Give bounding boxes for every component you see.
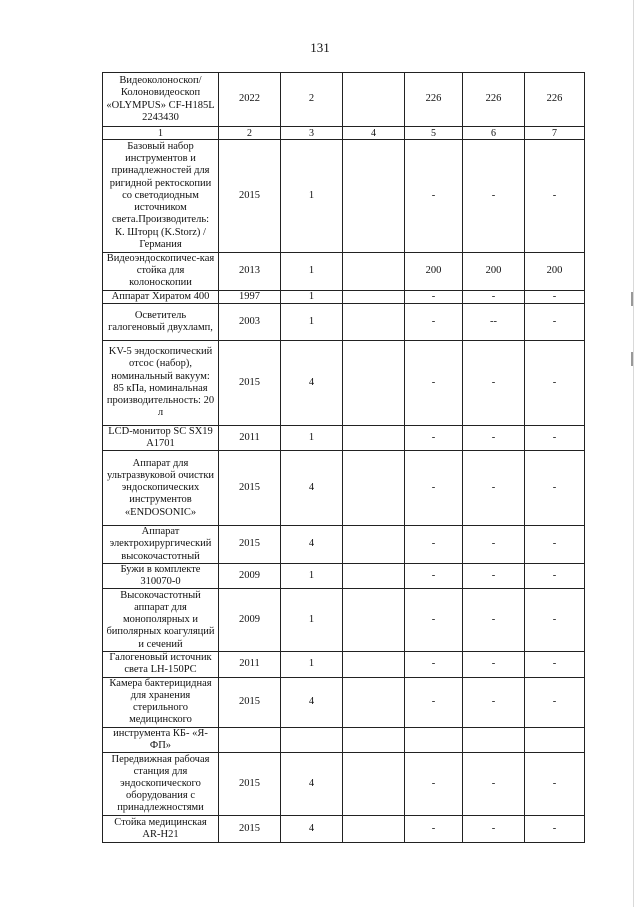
equipment-table [102, 72, 585, 843]
col7-cell: - [525, 425, 585, 450]
col5-cell: - [405, 563, 463, 588]
equipment-name-cell: Базовый набор инструментов и принадлежностей для ригидной ректоскопии со светодиодным источником света.Производитель: К. Шторц (K.Storz) / Германия [103, 140, 219, 253]
table-row [103, 303, 585, 340]
col5-cell: - [405, 526, 463, 564]
col5-cell: - [405, 589, 463, 652]
quantity-cell: 1 [281, 589, 343, 652]
equipment-name-cell: Аппарат электрохирургический высокочастотный [103, 526, 219, 564]
col5-cell: - [405, 425, 463, 450]
quantity-cell: 1 [281, 290, 343, 303]
year-cell: 2011 [219, 425, 281, 450]
year-cell: 2015 [219, 753, 281, 816]
column-index-row [103, 127, 585, 140]
equipment-name-cell: Стойка медицинская AR-H21 [103, 816, 219, 843]
col5-cell: - [405, 677, 463, 727]
col4-cell [343, 816, 405, 843]
col5-cell: - [405, 303, 463, 340]
col6-cell: - [463, 753, 525, 816]
col6-cell: - [463, 589, 525, 652]
col4-cell [343, 727, 405, 752]
year-cell: 2015 [219, 816, 281, 843]
col5-cell: 200 [405, 253, 463, 291]
col7-cell: - [525, 589, 585, 652]
quantity-cell: 1 [281, 425, 343, 450]
col5-cell: - [405, 753, 463, 816]
column-index-cell: 6 [463, 127, 525, 140]
col6-cell: - [463, 526, 525, 564]
scan-mark [631, 352, 633, 366]
col4-cell [343, 451, 405, 526]
col7-cell: - [525, 526, 585, 564]
table-row [103, 727, 585, 752]
col7-cell: 226 [525, 73, 585, 127]
col6-cell: - [463, 563, 525, 588]
col6-cell: - [463, 677, 525, 727]
table-row [103, 73, 585, 127]
col6-cell: -- [463, 303, 525, 340]
quantity-cell: 4 [281, 526, 343, 564]
column-index-cell: 1 [103, 127, 219, 140]
col4-cell [343, 652, 405, 677]
col7-cell: - [525, 677, 585, 727]
column-index-cell: 5 [405, 127, 463, 140]
equipment-name-cell: Бужи в комплекте 310070-0 [103, 563, 219, 588]
table-row [103, 563, 585, 588]
col5-cell: - [405, 290, 463, 303]
col6-cell [463, 727, 525, 752]
equipment-name-cell: инструмента КБ- «Я-ФП» [103, 727, 219, 752]
year-cell: 2013 [219, 253, 281, 291]
quantity-cell: 4 [281, 816, 343, 843]
quantity-cell: 1 [281, 253, 343, 291]
col6-cell: 200 [463, 253, 525, 291]
col4-cell [343, 73, 405, 127]
year-cell: 2015 [219, 451, 281, 526]
col4-cell [343, 340, 405, 425]
col4-cell [343, 753, 405, 816]
table-row [103, 451, 585, 526]
equipment-name-cell: Аппарат Хиратом 400 [103, 290, 219, 303]
col4-cell [343, 589, 405, 652]
quantity-cell: 1 [281, 140, 343, 253]
quantity-cell: 1 [281, 303, 343, 340]
year-cell: 2015 [219, 340, 281, 425]
equipment-name-cell: KV-5 эндоскопический отсос (набор), номинальный вакуум: 85 кПа, номинальная производительность: 20 л [103, 340, 219, 425]
col7-cell: - [525, 652, 585, 677]
quantity-cell [281, 727, 343, 752]
equipment-name-cell: Видеоколоноскоп/ Колоновидеоскоп «OLYMPUS» CF-H185L 2243430 [103, 73, 219, 127]
col5-cell: - [405, 816, 463, 843]
equipment-name-cell: Осветитель галогеновый двухламп, [103, 303, 219, 340]
page-number: 131 [310, 40, 330, 55]
year-cell: 2022 [219, 73, 281, 127]
col5-cell: - [405, 451, 463, 526]
year-cell: 2011 [219, 652, 281, 677]
scan-edge-line [633, 0, 634, 907]
table-row [103, 290, 585, 303]
year-cell: 2015 [219, 677, 281, 727]
col6-cell: - [463, 340, 525, 425]
equipment-name-cell: Камера бактерицидная для хранения стерильного медицинского [103, 677, 219, 727]
col7-cell: - [525, 290, 585, 303]
col4-cell [343, 253, 405, 291]
col7-cell: - [525, 563, 585, 588]
table-row [103, 753, 585, 816]
column-index-cell: 3 [281, 127, 343, 140]
equipment-name-cell: Высокочастотный аппарат для монополярных и биполярных коагуляций и сечений [103, 589, 219, 652]
quantity-cell: 2 [281, 73, 343, 127]
quantity-cell: 1 [281, 652, 343, 677]
table-row [103, 340, 585, 425]
quantity-cell: 4 [281, 451, 343, 526]
col6-cell: 226 [463, 73, 525, 127]
col4-cell [343, 303, 405, 340]
quantity-cell: 4 [281, 340, 343, 425]
quantity-cell: 1 [281, 563, 343, 588]
col4-cell [343, 290, 405, 303]
year-cell: 2009 [219, 589, 281, 652]
col5-cell [405, 727, 463, 752]
year-cell: 2003 [219, 303, 281, 340]
table-row [103, 677, 585, 727]
year-cell [219, 727, 281, 752]
table-row [103, 253, 585, 291]
equipment-name-cell: Передвижная рабочая станция для эндоскопического оборудования с принадлежностями [103, 753, 219, 816]
year-cell: 2015 [219, 140, 281, 253]
year-cell: 2009 [219, 563, 281, 588]
year-cell: 2015 [219, 526, 281, 564]
col5-cell: - [405, 140, 463, 253]
col4-cell [343, 140, 405, 253]
col5-cell: - [405, 340, 463, 425]
column-index-cell: 7 [525, 127, 585, 140]
col4-cell [343, 526, 405, 564]
col7-cell [525, 727, 585, 752]
col7-cell: - [525, 753, 585, 816]
equipment-name-cell: Видеоэндоскопичес-кая стойка для колоноскопии [103, 253, 219, 291]
table-row [103, 589, 585, 652]
col6-cell: - [463, 652, 525, 677]
col7-cell: - [525, 303, 585, 340]
col5-cell: 226 [405, 73, 463, 127]
col5-cell: - [405, 652, 463, 677]
year-cell: 1997 [219, 290, 281, 303]
col7-cell: - [525, 340, 585, 425]
col7-cell: 200 [525, 253, 585, 291]
table-row [103, 816, 585, 843]
column-index-cell: 4 [343, 127, 405, 140]
col6-cell: - [463, 816, 525, 843]
table-row [103, 425, 585, 450]
col7-cell: - [525, 816, 585, 843]
table-row [103, 140, 585, 253]
table-row [103, 652, 585, 677]
equipment-name-cell: LCD-монитор SC SX19 A1701 [103, 425, 219, 450]
col6-cell: - [463, 451, 525, 526]
col6-cell: - [463, 140, 525, 253]
quantity-cell: 4 [281, 677, 343, 727]
quantity-cell: 4 [281, 753, 343, 816]
equipment-name-cell: Аппарат для ультразвуковой очистки эндоскопических инструментов «ENDOSONIC» [103, 451, 219, 526]
col4-cell [343, 563, 405, 588]
column-index-cell: 2 [219, 127, 281, 140]
col6-cell: - [463, 425, 525, 450]
col4-cell [343, 677, 405, 727]
col4-cell [343, 425, 405, 450]
col7-cell: - [525, 451, 585, 526]
scan-mark [631, 292, 633, 306]
table-row [103, 526, 585, 564]
col6-cell: - [463, 290, 525, 303]
equipment-name-cell: Галогеновый источник света LH-150PC [103, 652, 219, 677]
col7-cell: - [525, 140, 585, 253]
